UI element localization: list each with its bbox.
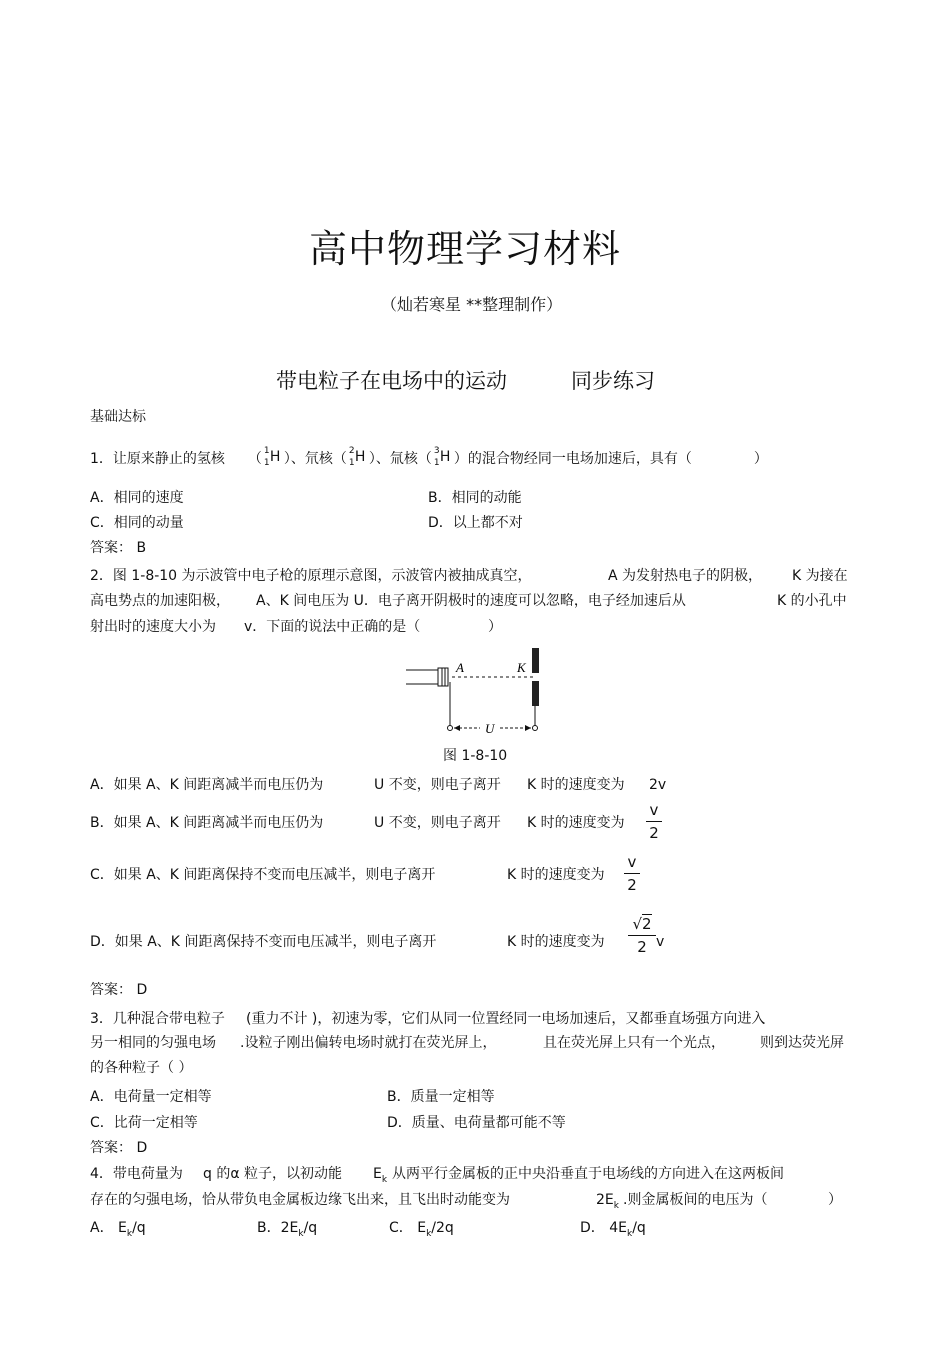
q3-line1b: (重力不计 )，初速为零，它们从同一位置经同一电场加速后，又都垂直场强方向进入 [246,1011,766,1027]
q1-option-d: D．以上都不对 [428,515,523,531]
q4-option-d: D． $4E_k/q$ [580,1220,646,1239]
q3-option-a: A．电荷量一定相等 [90,1089,212,1105]
q2-line2b: A、K 间电压为 U．电子离开阴极时的速度可以忽略，电子经加速后从 [256,593,686,609]
q3-line2b: .设粒子刚出偏转电场时就打在荧光屏上， [240,1035,497,1051]
label-k: K [517,660,526,675]
q2-line2a: 高电势点的加速阳极， [90,593,230,609]
q2-option-b1: B．如果 A、K 间距离减半而电压仍为 [90,815,324,831]
q4-line2c: .则金属板间的电压为（ [623,1192,768,1208]
q3-option-c: C．比荷一定相等 [90,1115,198,1131]
q1-option-a: A．相同的速度 [90,490,184,506]
exercise-heading-suffix: 同步练习 [571,369,655,393]
q4-line2d: ） [828,1192,842,1208]
q2-option-d1: D．如果 A、K 间距离保持不变而电压减半，则电子离开 [90,934,437,950]
q4-line1a: 4．带电荷量为 [90,1166,183,1182]
q4-line1b: q 的α 粒子，以初动能 [203,1166,343,1182]
q4-line1c: $E_k$ [373,1166,388,1185]
q2-option-c1: C．如果 A、K 间距离保持不变而电压减半，则电子离开 [90,867,436,883]
q1-close: ） [753,451,768,467]
page-subtitle: （灿若寒星 **整理制作） [381,295,563,314]
q3-option-d: D．质量、电荷量都可能不等 [387,1115,566,1131]
q2-answer: 答案： D [90,982,148,998]
page-title: 高中物理学习材料 [309,227,622,271]
q3-option-b: B．质量一定相等 [387,1089,495,1105]
figure-caption: 图 1-8-10 [443,748,508,764]
q2-line3b: v．下面的说法中正确的是（ [244,619,421,635]
q2-line1b: A 为发射热电子的阴极， [608,568,763,584]
q4-option-c: C． $E_k/2q$ [389,1220,454,1239]
q1-open: （ [247,451,262,467]
anode-bottom-plate [532,681,539,706]
q4-line2b: $2E_k$ [596,1192,619,1211]
cathode-end [438,668,448,686]
q3-line1a: 3．几种混合带电粒子 [90,1011,225,1027]
q1-mid1: ）、氘核（ [283,451,347,467]
q1-answer: 答案： B [90,540,147,556]
nuclide-h2: 2 1 H [348,446,366,468]
q2-option-d-tail: v [656,934,665,950]
q1-lead: 1．让原来静止的氢核 [90,451,225,467]
q3-line2a: 另一相同的匀强电场 [90,1035,216,1051]
q1-option-b: B．相同的动能 [428,490,522,506]
q3-line2d: 则到达荧光屏 [760,1035,844,1051]
q2-option-a2: U 不变，则电子离开 [374,777,501,793]
q2-line3a: 射出时的速度大小为 [90,619,216,635]
label-a: A [456,660,464,675]
q2-line1a: 2．图 1-8-10 为示波管中电子枪的原理示意图，示波管内被抽成真空， [90,568,532,584]
q4-option-b: B．$2E_k/q$ [257,1220,318,1239]
q2-option-d-fraction: √2 2 [628,915,656,956]
q1-mid2: ）、氚核（ [368,451,432,467]
q4-line1d: 从两平行金属板的正中央沿垂直于电场线的方向进入在这两板间 [392,1166,784,1182]
nuclide-h1: 1 1 H [263,446,281,468]
q1-tail: ）的混合物经同一电场加速后，具有（ [453,451,692,467]
q1-option-c: C．相同的动量 [90,515,184,531]
q2-line1c: K 为接在 [792,568,848,584]
q2-line3c: ） [488,619,502,635]
q4-line2a: 存在的匀强电场，恰从带负电金属板边缘飞出来，且飞出时动能变为 [90,1192,510,1208]
q4-option-a: A． $E_k/q$ [90,1220,146,1239]
q2-option-b2: U 不变，则电子离开 [374,815,501,831]
exercise-heading: 带电粒子在电场中的运动 [276,369,507,393]
q2-option-a4: 2v [649,777,667,793]
section-label: 基础达标 [90,409,146,425]
label-u: U [485,721,495,736]
q2-option-b3: K 时的速度变为 [527,815,625,831]
q3-line3: 的各种粒子（ ） [90,1060,193,1076]
q1-stem [90,446,768,469]
q3-line2c: 且在荧光屏上只有一个光点， [543,1035,725,1051]
nuclide-h3: 3 1 H [433,446,451,468]
q2-option-b-fraction: v 2 [646,801,662,842]
q3-answer: 答案： D [90,1140,148,1156]
q2-option-a3: K 时的速度变为 [527,777,625,793]
electron-gun-diagram [400,642,560,742]
q2-option-a1: A．如果 A、K 间距离减半而电压仍为 [90,777,324,793]
q2-option-d2: K 时的速度变为 [507,934,605,950]
q2-option-c-fraction: v 2 [624,853,640,894]
q2-option-c2: K 时的速度变为 [507,867,605,883]
q2-line2c: K 的小孔中 [777,593,847,609]
sqrt-icon: √ [632,915,642,933]
anode-top-plate [532,648,539,673]
